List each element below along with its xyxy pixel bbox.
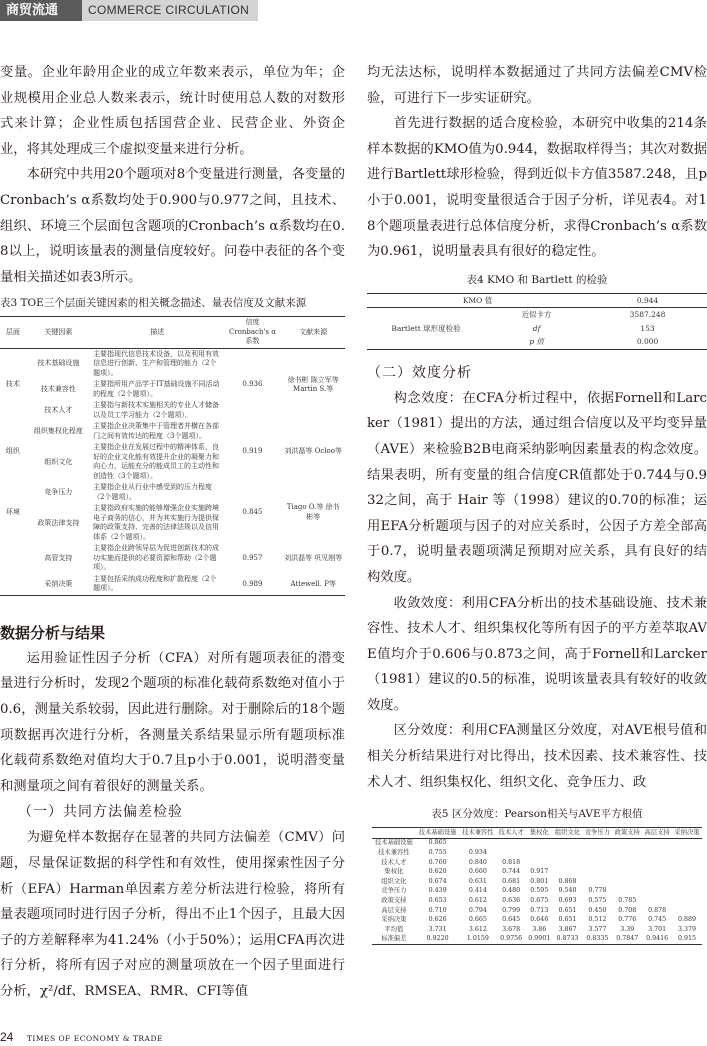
table-cell: 0.480 — [502, 887, 521, 895]
table-cell: 0.889 — [678, 916, 697, 924]
table-cell — [672, 906, 702, 916]
table-cell: 0.675 — [530, 897, 549, 904]
table-cell: 0.645 — [502, 916, 521, 924]
journal-name: TIMES OF ECONOMY & TRADE — [26, 1034, 163, 1043]
table-cell — [672, 896, 702, 906]
table-cell — [642, 858, 672, 868]
factor-cell: 技术人才 — [44, 406, 73, 415]
table-header: 层面 — [0, 317, 26, 349]
table-cell — [612, 848, 642, 858]
factor-cell: 采纳决策 — [26, 574, 91, 596]
table-cell — [526, 838, 552, 848]
table-cell: 0.414 — [468, 887, 487, 895]
description-cell: 主要指所用产品学于IT基础设施不同活动的程度（2个题项）。 — [93, 380, 220, 398]
paragraph: 为避免样本数据存在显著的共同方法偏差（CMV）问题，尽量保证数据的科学性和有效性，使用探索性因子分析（EFA）Harman单因素方差分析法进行检验，将所有量表题项同时进行因子分析，得出不止1个因子，且最大因子的方差解释率为41.24%（小于50%）；运用CFA再次进行分析，将所有因子对应的测量项放在一个因子里面进行分析，χ²/df、RMSEA、RMR、CFI等值 — [0, 830, 345, 999]
table-cell — [672, 868, 702, 878]
description-cell: 主要包括采纳成功程度和扩散程度（2个题项）。 — [91, 574, 223, 596]
table-cell: 0.840 — [468, 858, 487, 866]
table-caption: 表4 KMO 和 Bartlett 的检验 — [466, 273, 608, 286]
table-cell — [612, 887, 642, 897]
level-cell — [0, 543, 26, 574]
level-cell: 组织 — [5, 447, 20, 456]
table-cell: 0.785 — [618, 897, 637, 904]
paragraph: 变量。企业年龄用企业的成立年数来表示，单位为年；企业规模用企业总人数来表示，统计时使用总人数的对数形式来计算；企业性质包括国营企业、民营企业、外资企业，将其处理成三个虚拟变量来进行分析。 — [0, 65, 345, 157]
paragraph: 收敛效度：利用CFA分析出的技术基础设施、技术兼容性、技术人才、组织集权化等所有因子的平方差萃取AVE值均介于0.606与0.873之间，高于Fornell和Larcker（1981）建议的0.5的标准，说明该量表具有较好的收敛效度。 — [367, 595, 707, 713]
table-cell: 0.665 — [468, 916, 487, 924]
table-cell: 0.878 — [648, 906, 667, 914]
table-cell — [642, 848, 672, 858]
table-cell — [582, 858, 612, 868]
factor-cell: 政策法律支持 — [37, 518, 80, 527]
table-cell — [642, 877, 672, 887]
paragraph: 本研究中共用20个题项对8个变量进行测量，各变量的Cronbach’s α系数均处于0.900与0.977之间，且技术、组织、环境三个层面包含题项的Cronbach’s α系数均在0.8以上，说明该量表的测量信度较好。问卷中表征的各个变量相关描述如表3所示。 — [0, 167, 345, 285]
table-cell: 0.755 — [428, 849, 447, 857]
table-row — [0, 348, 345, 379]
table-row — [372, 925, 702, 935]
row-label: 标准偏差 — [381, 935, 407, 943]
description-cell: 主要指政府实施的能够增强企业实施跨境电子商务的信心，并为其实施行为提供保障的政策支持、完善的法律法规以及信用体系（2个题项）。 — [93, 504, 220, 541]
row-label: 技术基础设施 — [374, 839, 413, 847]
description-cell: 主要指与新技术实施相关的专业人才储备以及员工学习能力（2个题项）。 — [93, 401, 220, 419]
subsection-title: （二）效度分析 — [367, 364, 472, 381]
row-label: 竞争压力 — [381, 887, 407, 895]
table-cell — [642, 838, 672, 848]
source-cell: 徐书彬 陈立军等 Martin S.等 — [287, 375, 339, 394]
section-title: 数据分析与结果 — [0, 623, 106, 642]
row-label: 政策支持 — [381, 897, 407, 904]
page-footer — [0, 1030, 300, 1044]
factor-cell: 技术兼容性 — [40, 385, 76, 394]
table-row — [372, 906, 702, 916]
table-cell: 0.674 — [428, 877, 447, 885]
level-cell — [0, 574, 26, 596]
table-cell: 0.651 — [558, 906, 577, 914]
table-header: 技术基础设施 — [418, 828, 457, 836]
table-cell: 0.595 — [530, 887, 549, 895]
source-cell: 刘洪磊等 巩见刚等 — [284, 553, 343, 562]
table-header: 描述 — [91, 317, 223, 349]
table-cell: 0.9416 — [646, 935, 669, 943]
factor-cell: 组织集权化程度 — [33, 427, 83, 436]
alpha-cell: 0.989 — [224, 574, 282, 596]
table-cell: 3.612 — [468, 925, 487, 933]
table-row — [0, 574, 345, 596]
table-5 — [372, 827, 702, 945]
stat-name: 近似卡方 — [521, 310, 552, 320]
table-row — [372, 868, 702, 878]
table-cell: 0.8733 — [556, 935, 579, 943]
table-cell: 0.626 — [428, 916, 447, 924]
table-header: 文献来源 — [281, 317, 345, 349]
table-cell — [672, 887, 702, 897]
table-cell — [672, 838, 702, 848]
table-cell — [612, 858, 642, 868]
alpha-cell: 0.845 — [242, 508, 263, 517]
table-cell: 3.867 — [558, 925, 577, 933]
table-cell — [526, 848, 552, 858]
table-row — [372, 858, 702, 868]
level-cell: 环境 — [5, 508, 20, 517]
table-cell: 0.868 — [558, 877, 577, 885]
row-label: 高层支持 — [381, 906, 407, 914]
stat-value: 153 — [640, 323, 655, 333]
paragraph: 区分效度：利用CFA测量区分效度，对AVE根号值和相关分析结果进行对比得出，技术因素、技术兼容性、技术人才、组织集权化、组织文化、竞争压力、政 — [367, 723, 707, 790]
table-row — [372, 848, 702, 858]
table-cell: 3.701 — [648, 925, 667, 933]
description-cell: 主要指企业决策集中于管理者并横在各部门之间有效传达的程度（3个题项）。 — [93, 422, 220, 440]
table-cell — [582, 877, 612, 887]
alpha-cell: 0.919 — [242, 447, 263, 456]
table-cell — [553, 848, 583, 858]
table-cell: 0.865 — [428, 839, 447, 847]
description-cell: 主要指现代信息技术设备，以及利用有效信息进行创新、生产和管理的能力（2个题项）。 — [93, 349, 220, 377]
kmo-value: 0.944 — [636, 295, 659, 305]
table-cell — [553, 858, 583, 868]
table-cell — [459, 838, 496, 848]
table-cell: 0.818 — [502, 858, 521, 866]
table-cell: 0.653 — [428, 897, 447, 904]
table-cell — [672, 848, 702, 858]
table-cell: 0.801 — [530, 877, 549, 885]
table-cell — [612, 868, 642, 878]
row-label: 技术兼容性 — [378, 849, 410, 857]
table-row — [372, 896, 702, 906]
table-row — [0, 482, 345, 503]
alpha-cell: 0.936 — [242, 380, 263, 389]
table-cell: 0.776 — [618, 916, 637, 924]
table-header: 集权化 — [529, 828, 549, 836]
table-cell: 3.86 — [532, 925, 547, 933]
description-cell: 主要指企业在发展过程中的精神体系，良好的企业文化能有效提升企业的凝聚力和向心力，运能充分的能成员工的主动性和创造性（3个题项）。 — [93, 443, 220, 480]
section-name: COMMERCE CIRCULATION — [82, 0, 258, 21]
page-header — [0, 0, 707, 24]
table-cell: 0.9220 — [426, 935, 449, 943]
table-cell: 0.681 — [502, 877, 521, 885]
table-row — [0, 421, 345, 442]
table-cell — [582, 838, 612, 848]
factor-cell: 竞争压力 — [44, 488, 73, 497]
factor-cell: 技术基础设施 — [37, 359, 80, 368]
stat-name: df — [532, 323, 541, 333]
paragraph: 均无法达标，说明样本数据通过了共同方法偏差CMV检验，可进行下一步实证研究。 — [367, 65, 707, 106]
description-cell: 主要指企业从行业中感受到的压力程度（2个题项）。 — [93, 483, 213, 501]
table-cell: 0.934 — [468, 849, 487, 857]
table-3 — [0, 316, 345, 596]
table-header: 信度 Cronbach's α系数 — [224, 317, 282, 349]
right-column — [367, 60, 707, 945]
table-cell: 0.646 — [530, 916, 549, 924]
table-cell: 0.575 — [588, 897, 607, 904]
row-label: 集权化 — [384, 868, 404, 876]
row-label: 组织文化 — [381, 877, 407, 885]
row-label: 采纳决策 — [381, 916, 407, 924]
paragraph: 构念效度：在CFA分析过程中，依据Fornell和Larcker（1981）提出的方法，通过组合信度以及平均变异量（AVE）来检验B2B电商采纳影响因素量表的构念效度。结果表明，所有变量的组合信度CR值都处于0.744与0.932之间，高于 Hair 等（1998）建议的0.70的标准；运用EFA分析题项与因子的对应关系时，公因子方差全部高于0.7，说明量表题项满足预期对应关系，具有良好的结构效度。 — [367, 390, 707, 585]
table-cell: 0.636 — [502, 897, 521, 904]
table-cell — [582, 868, 612, 878]
table-4 — [367, 293, 707, 350]
table-cell: 1.0159 — [466, 935, 489, 943]
source-cell: 刘洪磊等 Ocloo等 — [284, 447, 342, 456]
table-cell: 0.693 — [558, 897, 577, 904]
table-cell: 3.678 — [502, 925, 521, 933]
table-cell: 0.794 — [468, 906, 487, 914]
table-cell — [496, 848, 526, 858]
table-header: 组织文化 — [554, 828, 581, 836]
table-cell — [526, 858, 552, 868]
table-header: 技术兼容性 — [462, 828, 494, 836]
table-cell — [672, 877, 702, 887]
level-cell: 技术 — [5, 380, 20, 389]
table-cell: 0.917 — [530, 868, 549, 876]
table-cell: 0.512 — [588, 916, 607, 924]
table-header — [372, 828, 416, 839]
table-cell: 0.631 — [468, 877, 487, 885]
kmo-label: KMO 值 — [462, 295, 493, 305]
table-cell: 0.760 — [428, 858, 447, 866]
table-cell: 0.778 — [588, 887, 607, 895]
table-cell: 3.379 — [678, 925, 697, 933]
page-number: 24 — [0, 1030, 14, 1044]
table-cell: 0.9901 — [528, 935, 551, 943]
table-row — [372, 916, 702, 926]
table-cell: 0.439 — [428, 887, 447, 895]
table-cell: 0.710 — [428, 906, 447, 914]
table-cell: 0.9756 — [500, 935, 523, 943]
table-cell — [612, 838, 642, 848]
paragraph: 首先进行数据的适合度检验，本研究中收集的214条样本数据的KMO值为0.944，数据取样得当；其次对数据进行Bartlett球形检验，得到近似卡方值3587.248，且p小于0.001，说明变量很适合于因子分析，详见表4。对18个题项量表进行总体信度分析，求得Cronbach’s α系数为0.961，说明量表具有很好的稳定性。 — [367, 116, 707, 260]
table-cell: 0.745 — [648, 916, 667, 924]
stat-name: p 值 — [529, 337, 544, 347]
row-label: 技术人才 — [381, 858, 407, 866]
table-caption: 表5 区分效度：Pearson相关与AVE平方根值 — [431, 808, 643, 821]
table-header: 政策支持 — [614, 828, 640, 836]
table-cell: 0.713 — [530, 906, 549, 914]
factor-cell: 组织文化 — [44, 457, 73, 466]
table-cell: 0.651 — [558, 916, 577, 924]
table-cell: 0.660 — [468, 868, 487, 876]
left-column — [0, 60, 345, 1005]
table-cell — [642, 896, 672, 906]
table-cell: 3.577 — [588, 925, 607, 933]
paragraph: 运用验证性因子分析（CFA）对所有题项表征的潜变量进行分析时，发现2个题项的标准化载荷系数绝对值小于0.6，测量关系较弱，因此进行删除。对于删除后的18个题项数据再次进行分析，各测量关系结果显示所有题项标准化载荷系数绝对值均大于0.7且p小于0.001，说明潜变量和测量项之间有着很好的测量关系。 — [0, 650, 345, 794]
table-cell — [496, 838, 526, 848]
table-header: 技术人才 — [498, 828, 524, 836]
table-row — [372, 935, 702, 945]
table-row — [372, 877, 702, 887]
source-cell: Attewell. P等 — [281, 574, 345, 596]
table-cell — [672, 858, 702, 868]
table-header: 竞争压力 — [584, 828, 610, 836]
table-cell: 0.799 — [502, 906, 521, 914]
table-cell — [582, 848, 612, 858]
section-tag: 商贸流通 — [0, 0, 82, 21]
table-header: 高层支持 — [644, 828, 670, 836]
factor-cell: 高管支持 — [44, 553, 73, 562]
bartlett-label: Bartlett 球形度检验 — [391, 323, 461, 333]
alpha-cell: 0.957 — [242, 553, 263, 562]
table-cell: 0.8335 — [586, 935, 609, 943]
table-cell: 0.915 — [678, 935, 697, 943]
subsection-title: （一）共同方法偏差检验 — [18, 804, 183, 821]
table-cell: 0.612 — [468, 897, 487, 904]
table-cell — [642, 868, 672, 878]
table-cell: 0.450 — [588, 906, 607, 914]
table-cell — [642, 887, 672, 897]
stat-value: 3587.248 — [629, 310, 666, 320]
source-cell: Tiago O.等 徐书彬等 — [286, 503, 340, 521]
table-cell: 0.620 — [428, 868, 447, 876]
table-header: 采纳决策 — [674, 828, 700, 836]
table-row — [372, 887, 702, 897]
table-cell: 0.744 — [502, 868, 521, 876]
table-row — [0, 543, 345, 574]
table-cell — [553, 868, 583, 878]
table-cell — [553, 838, 583, 848]
table-cell: 0.7847 — [616, 935, 639, 943]
table-cell: 3.731 — [428, 925, 447, 933]
table-caption: 表3 TOE三个层面关键因素的相关概念描述、量表信度及文献来源 — [0, 297, 307, 310]
table-cell: 0.708 — [618, 906, 637, 914]
table-cell: 3.39 — [620, 925, 635, 933]
table-cell: 0.540 — [558, 887, 577, 895]
table-header: 关键因素 — [26, 317, 91, 349]
table-row — [372, 838, 702, 848]
table-cell — [612, 877, 642, 887]
stat-value: 0.000 — [636, 337, 659, 347]
row-label: 平均值 — [384, 925, 404, 933]
description-cell: 主要指企业跨领导层为促进创新技术的成功实施而提供的必要资源和帮助（2个题项）。 — [93, 544, 220, 572]
